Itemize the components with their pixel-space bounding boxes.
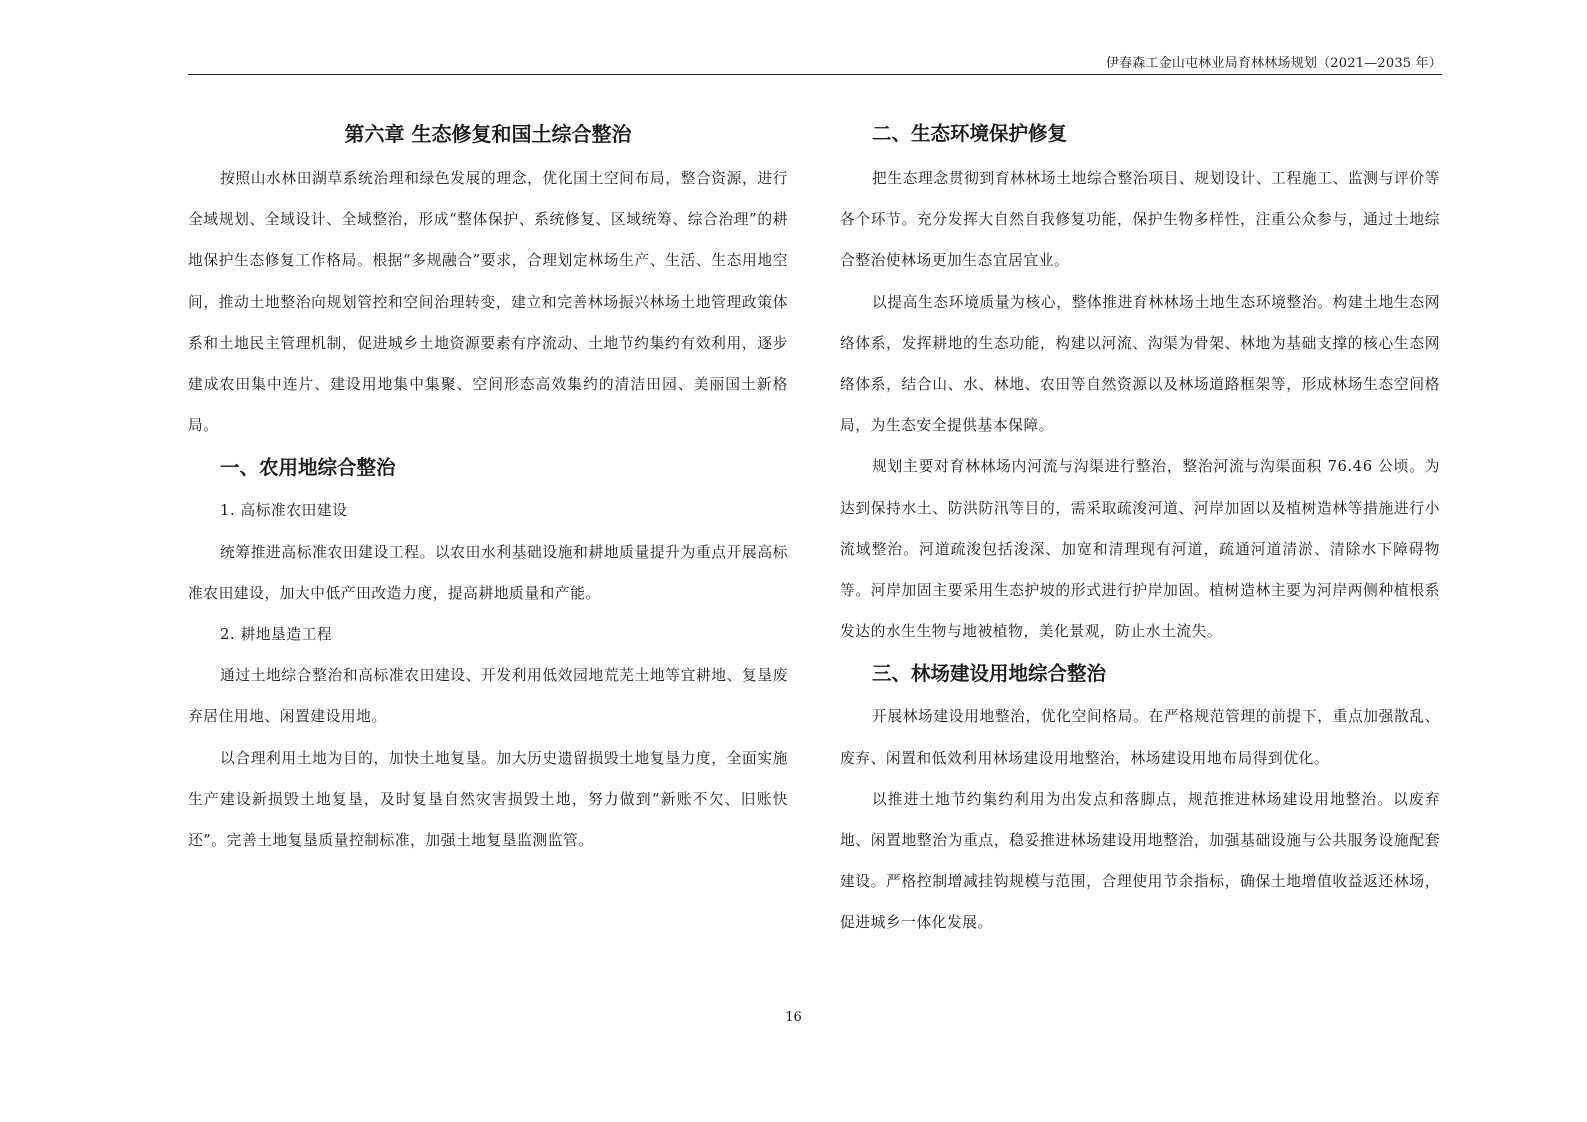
section-title-ecology: 二、生态环境保护修复 <box>872 122 1068 145</box>
section-paragraph: 开展林场建设用地整治，优化空间格局。在严格规范管理的前提下，重点加强散乱、废弃、闲置和低效利用林场建设用地整治，林场建设用地布局得到优化。 <box>840 708 1440 767</box>
section-paragraph: 把生态理念贯彻到育林林场土地综合整治项目、规划设计、工程施工、监测与评价等各个环节。充分发挥大自然自我修复功能，保护生物多样性，注重公众参与，通过土地综合整治使林场更加生态宜居宜业。 <box>840 170 1440 270</box>
header-rule <box>188 74 1442 75</box>
subsection-title-high-standard-farmland: 1. 高标准农田建设 <box>220 502 348 520</box>
section-paragraph: 以提高生态环境质量为核心，整体推进育林林场土地生态环境整治。构建土地生态网络体系，发挥耕地的生态功能，构建以河流、沟渠为骨架、林地为基础支撑的核心生态网络体系，结合山、水、林地、农田等自然资源以及林场道路框架等，形成林场生态空间格局，为生态安全提供基本保障。 <box>840 293 1440 435</box>
section-title-farmland: 一、农用地综合整治 <box>220 456 396 480</box>
section-title-construction-land: 三、林场建设用地综合整治 <box>872 662 1107 686</box>
subsection-title-land-reclamation: 2. 耕地垦造工程 <box>220 626 333 644</box>
chapter-intro-paragraph: 按照山水林田湖草系统治理和绿色发展的理念，优化国土空间布局，整合资源，进行全域规划、全域设计、全域整治，形成“整体保护、系统修复、区域统筹、综合治理”的耕地保护生态修复工作格局。根据“多规融合”要求，合理划定林场生产、生活、生态用地空间，推动土地整治向规划管控和空间治理转变，建立和完善林场振兴林场土地管理政策体系和土地民主管理机制，促进城乡土地资源要素有序流动、土地节约集约有效利用，逐步建成农田集中连片、建设用地集中集聚、空间形态高效集约的清洁田园、美丽国土新格局。 <box>188 170 788 435</box>
subsection-paragraph: 以合理利用土地为目的，加快土地复垦。加大历史遗留损毁土地复垦力度，全面实施生产建设新损毁土地复垦，及时复垦自然灾害损毁土地，努力做到“新账不欠、旧账快还”。完善土地复垦质量控制标准，加强土地复垦监测监管。 <box>188 749 788 850</box>
right-column <box>840 118 1440 944</box>
left-column <box>188 118 788 861</box>
chapter-title: 第六章 生态修复和国土综合整治 <box>344 122 632 146</box>
section-paragraph: 以推进土地节约集约利用为出发点和落脚点，规范推进林场建设用地整治。以废弃地、闲置地整治为重点，稳妥推进林场建设用地整治，加强基础设施与公共服务设施配套建设。严格控制增减挂钩规模与范围，合理使用节余指标，确保土地增值收益返还林场，促进城乡一体化发展。 <box>840 790 1440 932</box>
section-paragraph: 规划主要对育林林场内河流与沟渠进行整治，整治河流与沟渠面积 76.46 公顷。为达到保持水土、防洪防汛等目的，需采取疏浚河道、河岸加固以及植树造林等措施进行小流域整治。河道疏浚包括浚深、加宽和清理现有河道，疏通河道清淤、清除水下障碍物等。河岸加固主要采用生态护坡的形式进行护岸加固。植树造林主要为河岸两侧种植根系发达的水生生物与地被植物，美化景观，防止水土流失。 <box>840 458 1440 641</box>
page-number: 16 <box>785 1010 802 1025</box>
subsection-paragraph: 通过土地综合整治和高标准农田建设、开发利用低效园地荒芜土地等宜耕地、复垦废弃居住用地、闲置建设用地。 <box>188 667 788 726</box>
subsection-paragraph: 统筹推进高标准农田建设工程。以农田水利基础设施和耕地质量提升为重点开展高标准农田建设，加大中低产田改造力度，提高耕地质量和产能。 <box>188 543 788 602</box>
running-header: 伊春森工金山屯林业局育林林场规划（2021—2035 年） <box>1105 56 1442 71</box>
